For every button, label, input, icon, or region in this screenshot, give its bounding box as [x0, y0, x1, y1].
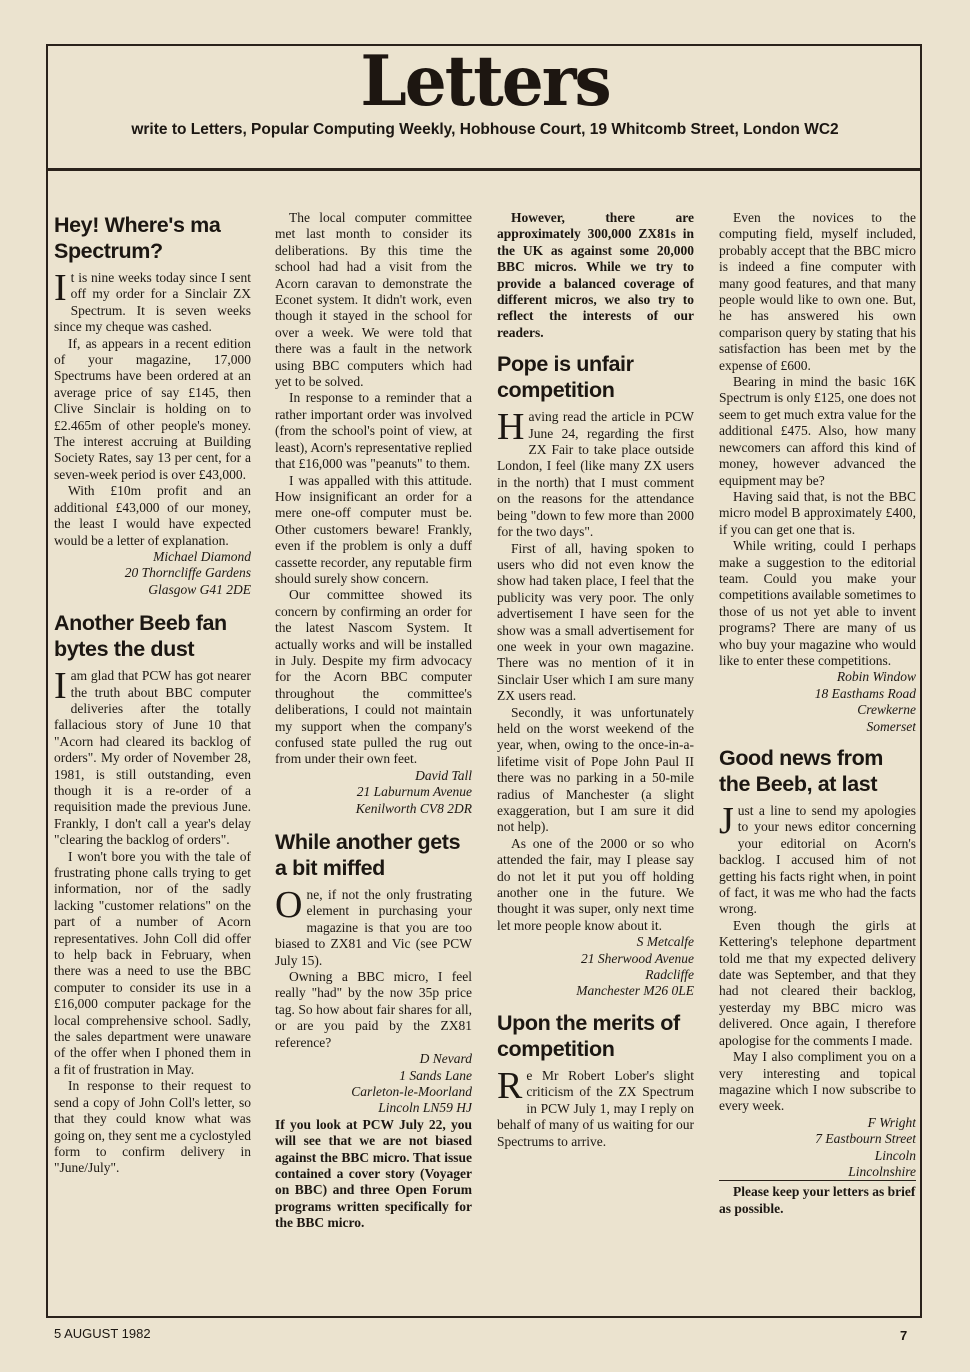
letter-heading: Hey! Where's ma Spectrum?: [54, 213, 221, 263]
letter-paragraph: Re Mr Robert Lober's slight criticism of the ZX Spectrum in PCW July 1, may I reply on behalf of many of us waiting for our Spectrums to arrive.: [497, 1064, 694, 1149]
letter-paragraph: Our committee showed its concern by confirming an order for the latest Nascom System. It actually works and will be installed in July. Despite my firm advocacy for the Acorn BBC computer throughout the committee's deliberations, I could not maintain my support when the company's confused state pulled the rug out from under their own feet.: [275, 587, 472, 767]
signature-address: Glasgow G41 2DE: [148, 581, 251, 597]
letter-heading: Pope is unfair competition: [497, 352, 634, 403]
signature-address: Manchester M26 0LE: [576, 983, 694, 999]
letter-paragraph: Owning a BBC micro, I feel really "had" by the now 35p price tag. So how about fair shares for all, or are you paid by the ZX81 reference?: [275, 969, 472, 1050]
letter-paragraph: Secondly, it was unfortunately held on the worst weekend of the year, when, owing to the once-in-a-lifetime visit of Pope John Paul II there was no parking in a 50-mile radius of Manchester (a slight exaggeration, but I am sure it did not help).: [497, 704, 694, 835]
signature-address: 18 Easthams Road: [814, 685, 916, 701]
letter-paragraph: Even the novices to the computing field, myself included, probably accept that the BBC micro is indeed a fine computer with many good features, and that many people would like to own one. But, he has answered his own comparison query by stating that his satisfaction has been met by the expense of £600.: [719, 210, 916, 373]
signature-address: 21 Laburnum Avenue: [356, 784, 472, 800]
drop-cap: I: [54, 665, 67, 708]
signature-name: D Nevard: [419, 1051, 472, 1067]
letter-heading: While another gets a bit miffed: [275, 830, 461, 881]
letter-paragraph: The local computer committee met last month to consider its deliberations. By this time the school had had a visit from the Acorn caravan to demonstrate the Econet system. It didn't work, even though it stayed in the school for over a week. We were told that there was a fault in the network using BBC computers which had yet to be solved.: [275, 210, 472, 390]
signature-address: 20 Thorncliffe Gardens: [124, 565, 251, 581]
letter-paragraph: Just a line to send my apologies to your news editor concerning your editorial on Acorn's backlog. I accused him of not getting his facts right when, in point of fact, it was me who had the facts wrong.: [719, 800, 916, 917]
footer-date: 5 AUGUST 1982: [54, 1326, 151, 1341]
signature-address: 21 Sherwood Avenue: [581, 950, 694, 966]
column-1: [54, 210, 251, 1315]
letter-paragraph: It is nine weeks today since I sent off my order for a Sinclair ZX Spectrum. It is seven weeks since my cheque was cashed.: [54, 267, 251, 335]
letter-paragraph: If, as appears in a recent edition of your magazine, 17,000 Spectrums have been ordered at an average price of say £145, then Clive Sinclair is holding on to £2.465m of other people's money. The interest accruing at Building Society Rates, say 13 per cent, for a seven-week period is over £43,000.: [54, 335, 251, 482]
signature-address: 7 Eastbourn Street: [815, 1131, 916, 1147]
column-4: [719, 210, 916, 1315]
letter-paragraph: With £10m profit and an additional £43,000 of our money, the least I would have expected would be a letter of explanation.: [54, 483, 251, 548]
letter-paragraph: Even though the girls at Kettering's telephone department told me that my expected delivery date was September, and that they had not cleared their backlog, yesterday my BBC micro was delivered. Once again, I therefore apologise for the comments I made.: [719, 917, 916, 1048]
signature-address: Carleton-le-Moorland: [351, 1083, 472, 1099]
signature-address: 1 Sands Lane: [399, 1067, 472, 1083]
letter-paragraph: In response to their request to send a copy of John Coll's letter, so that they could know what was going on, they sent me a cyclostyled form to confirm delivery in "June/July".: [54, 1078, 251, 1176]
letter-paragraph: Bearing in mind the basic 16K Spectrum is only £125, one does not seem to get much extra value for the additional £475. Also, how many newcomers can afford this kind of money, however advanced the equipment may be?: [719, 374, 916, 488]
letter-heading: Another Beeb fan bytes the dust: [54, 611, 227, 662]
drop-cap: O: [275, 884, 303, 927]
signature-name: S Metcalfe: [636, 934, 694, 950]
column-3: [497, 210, 694, 1315]
drop-cap: R: [497, 1064, 523, 1107]
signature-address: Kenilworth CV8 2DR: [355, 800, 472, 816]
letter-paragraph: I was appalled with this attitude. How insignificant an order for a mere one-off computer must be. Other customers beware! Frankly, even if the problem is only a duff cassette recorder, any reputable firm should surely show concern.: [275, 472, 472, 586]
letter-paragraph: While writing, could I perhaps make a suggestion to the editorial team. Could you make your competitions available sometimes to those of us not yet able to invent programs? There are many of us who buy your magazine who would like to enter these competitions.: [719, 538, 916, 668]
signature-name: Michael Diamond: [153, 548, 251, 564]
signature-address: Crewkerne: [857, 702, 916, 718]
signature-name: F Wright: [867, 1114, 916, 1130]
signature-address: Somerset: [866, 718, 916, 734]
signature-address: Radcliffe: [645, 967, 694, 983]
letter-heading: Upon the merits of competition: [497, 1010, 680, 1061]
drop-cap: I: [54, 267, 67, 309]
letter-paragraph: I am glad that PCW has got nearer the truth about BBC computer deliveries after the totally fallacious story of June 10 that "Acorn had cleared its backlog of orders". My order of November 28, 1981, is still outstanding, even though it is a re-order of a requisition made the previous June. Frankly, I don't call a year's delay "clearing the backlog of orders".: [54, 665, 251, 848]
editor-reply: If you look at PCW July 22, you will see that we are not biased against the BBC micro. That issue contained a cover story (Voyager on BBC) and three Open Forum programs written specifically for the BBC micro.: [275, 1116, 472, 1231]
drop-cap: J: [719, 800, 734, 842]
signature-address: Lincoln LN59 HJ: [378, 1100, 472, 1116]
closing-note: Please keep your letters as brief as possible.: [719, 1180, 916, 1217]
letter-paragraph: One, if not the only frustrating element in purchasing your magazine is that you are too biased to ZX81 and Vic (see PCW July 15).: [275, 884, 472, 968]
letter-paragraph: Having said that, is not the BBC micro model B approximately £400, if you can get one that is.: [719, 488, 916, 537]
letter-paragraph: First of all, having spoken to users who did not even know the show had taken place, I feel that the publicity was very poor. The only advertisement I have seen for the show was a small advertisement for one week in your own magazine. There was no mention of it in Sinclair User which I am sure many ZX users read.: [497, 540, 694, 704]
address-line: write to Letters, Popular Computing Weekly, Hobhouse Court, 19 Whitcomb Street, London WC2: [131, 121, 839, 138]
letter-paragraph: As one of the 2000 or so who attended the fair, may I please say do not let it put you off holding another one in the future. We thought it was super, only next time let more people know about it.: [497, 835, 694, 933]
editor-reply: However, there are approximately 300,000 ZX81s in the UK as against some 20,000 BBC micros. While we try to provide a balanced coverage of different micros, we also try to reflect the interests of our readers.: [497, 210, 694, 340]
drop-cap: H: [497, 406, 525, 449]
letter-heading: Good news from the Beeb, at last: [719, 746, 884, 796]
page-title: Letters: [360, 40, 610, 122]
letter-paragraph: In response to a reminder that a rather important order was involved (from the school's point of view, at least), Acorn's representative replied that £16,000 was "peanuts" to them.: [275, 390, 472, 472]
signature-name: Robin Window: [836, 669, 916, 685]
letter-paragraph: May I also compliment you on a very interesting and topical magazine which I now subscribe to every week.: [719, 1049, 916, 1114]
letter-paragraph: I won't bore you with the tale of frustrating phone calls trying to get information, nor of the sadly lacking "customer relations" on the part of a number of Acorn representatives. John Coll did offer to help back in February, when there was a need to use the BBC computer to consider its use in a £16,000 computer package for the local comprehensive school. Sadly, the sales department were unaware of the offer when I phoned them in a fit of frustration in May.: [54, 848, 251, 1077]
signature-address: Lincoln: [874, 1147, 916, 1163]
column-2: [275, 210, 472, 1315]
page-number: 7: [900, 1328, 908, 1343]
signature-name: David Tall: [415, 767, 472, 783]
letter-paragraph: Having read the article in PCW June 24, regarding the first ZX Fair to take place outside London, I feel (like many ZX users in the north) that I must comment on the reasons for the attendance being "down to few more than 2000 for the two days".: [497, 406, 694, 540]
header-divider: [48, 168, 920, 171]
signature-address: Lincolnshire: [848, 1163, 916, 1179]
